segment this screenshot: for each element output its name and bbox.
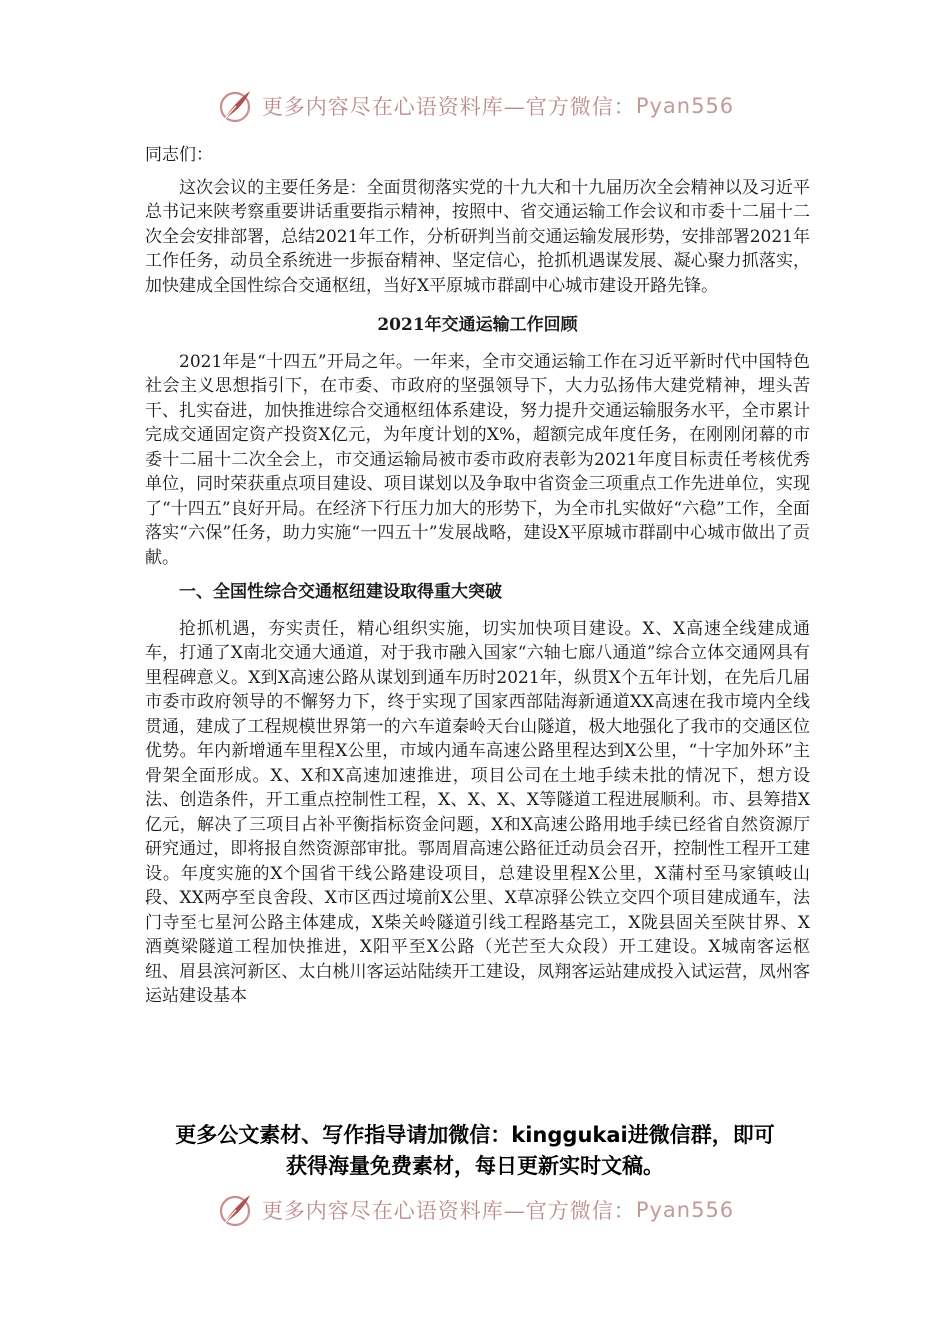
section-title: 2021年交通运输工作回顾 [377,315,578,335]
watermark-text: 更多内容尽在心语资料库—官方微信： [261,95,636,119]
sub-title-1: 一、全国性综合交通枢纽建设取得重大突破 [179,582,502,602]
watermark-handle: Pyan556 [635,94,735,118]
promo-block [110,1120,840,1182]
feather-pen-logo-icon [216,86,256,126]
salutation: 同志们： [145,145,213,165]
review-paragraph: 2021年是“十四五”开局之年。一年来，全市交通运输工作在习近平新时代中国特色社会主义思想指引下，在市委、市政府的坚强领导下，大力弘扬伟大建党精神，埋头苦干、扎实奋进，加快推进综合交通枢纽体系建设，努力提升交通运输服务水平，全市累计完成交通固定资产投资X亿元，为年度计划的X%，超额完成年度任务，在刚刚闭幕的市委十二届十二次全会上，市交通运输局被市委市政府表彰为2021年度目标责任考核优秀单位，同时荣获重点项目建设、项目谋划以及争取中省资金三项重点工作先进单位，实现了“十四五”良好开局。在经济下行压力加大的形势下，为全市扎实做好“六稳”工作，全面落实“六保”任务，助力实施“一四五十”发展战略，建设X平原城市群副中心城市做出了贡献。 [145,351,810,568]
document-body [145,143,810,1009]
watermark-header [0,82,950,130]
promo-line-2: 获得海量免费素材，每日更新实时文稿。 [286,1154,664,1178]
watermark-text: 更多内容尽在心语资料库—官方微信： [261,1199,636,1223]
feather-pen-logo-icon [216,1190,256,1230]
body-paragraph-1: 抢抓机遇，夯实责任，精心组织实施，切实加快项目建设。X、X高速全线建成通车，打通了X南北交通大通道，对于我市融入国家“六轴七廊八通道”综合立体交通网具有里程碑意义。X到X高速公路从谋划到通车历时2021年，纵贯X个五年计划，在先后几届市委市政府领导的不懈努力下，终于实现了国家西部陆海新通道XX高速在我市境内全线贯通，建成了工程规模世界第一的六车道秦岭天台山隧道，极大地强化了我市的交通区位优势。年内新增通车里程X公里，市域内通车高速公路里程达到X公里，“十字加外环”主骨架全面形成。X、X和X高速加速推进，项目公司在土地手续未批的情况下，想方设法、创造条件，开工重点控制性工程，X、X、X、X等隧道工程进展顺利。市、县筹措X亿元，解决了三项目占补平衡指标资金问题，X和X高速公路用地手续已经省自然资源厅研究通过，即将报自然资源部审批。鄠周眉高速公路征迁动员会召开，控制性工程开工建设。年度实施的X个国省干线公路建设项目，总建设里程X公里，X蒲村至马家镇岐山段、XX两亭至良舍段、X市区西过境前X公里、X草凉驿公铁立交四个项目建成通车，法门寺至七星河公路主体建成，X柴关岭隧道引线工程路基完工，X陇县固关至陕甘界、X酒奠梁隧道工程加快推进，X阳平至X公路（光芒至大众段）开工建设。X城南客运枢纽、眉县滨河新区、太白桃川客运站陆续开工建设，凤翔客运站建成投入试运营，凤州客运站建设基本 [145,618,810,1006]
intro-paragraph: 这次会议的主要任务是：全面贯彻落实党的十九大和十九届历次全会精神以及习近平总书记来陕考察重要讲话重要指示精神，按照中、省交通运输工作会议和市委十二届十二次全会安排部署，总结2021年工作，分析研判当前交通运输发展形势，安排部署2021年工作任务，动员全系统进一步振奋精神、坚定信心，抢抓机遇谋发展、凝心聚力抓落实，加快建成全国性综合交通枢纽，当好X平原城市群副中心城市建设开路先锋。 [145,177,810,296]
watermark-handle: Pyan556 [635,1198,735,1222]
promo-line-1: 更多公文素材、写作指导请加微信：kinggukai进微信群，即可 [175,1123,775,1147]
watermark-footer [0,1186,950,1234]
